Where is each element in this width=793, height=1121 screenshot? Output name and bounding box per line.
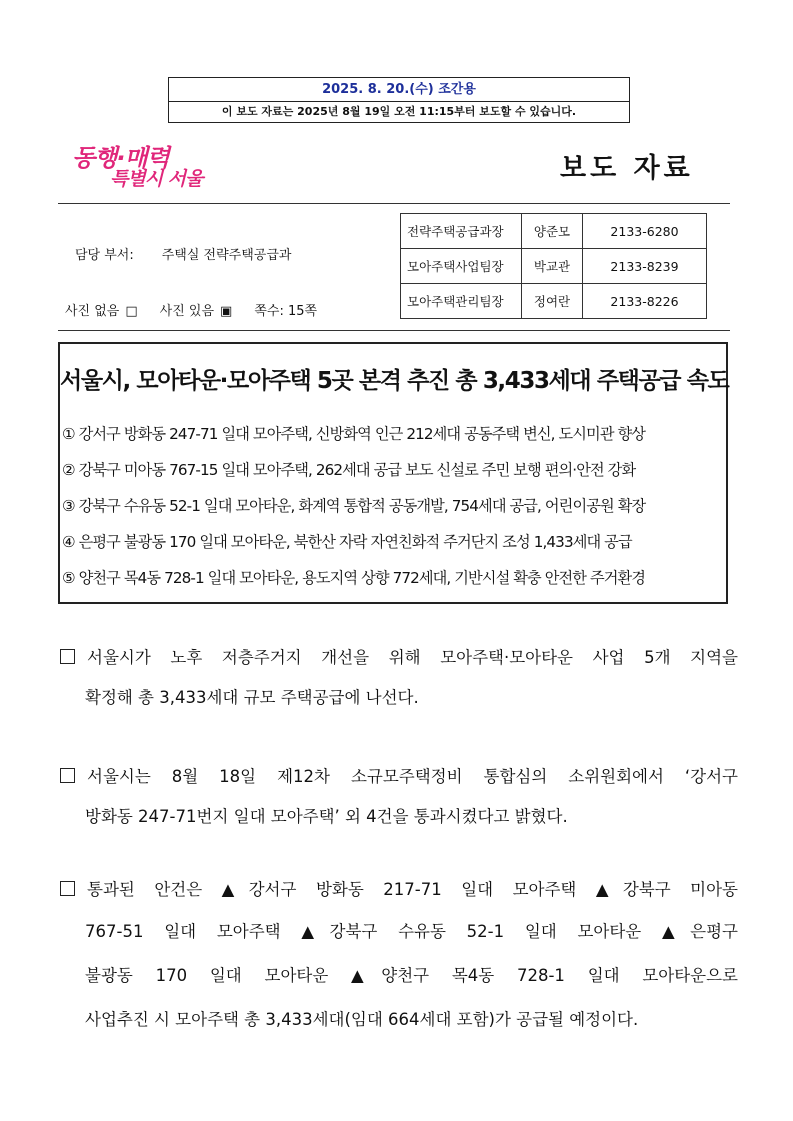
with-photo-checkbox: ▣ — [220, 304, 233, 319]
embargo-box — [168, 77, 630, 123]
bullet-box — [60, 768, 75, 783]
summary-box — [58, 342, 728, 604]
contact-row — [401, 214, 707, 249]
body-paragraph-1 — [58, 638, 738, 718]
contact-name: 양준모 — [522, 214, 583, 249]
contact-table — [400, 213, 707, 319]
department-value: 주택실 전략주택공급과 — [161, 248, 292, 263]
page-count: 쪽수: 15쪽 — [254, 304, 318, 319]
no-photo-checkbox: □ — [125, 304, 138, 319]
summary-point: ② 강북구 미아동 767-15 일대 모아주택, 262세대 공급 보도 신설로 주민 보행 편의·안전 강화 — [62, 461, 636, 479]
bullet-box — [60, 649, 75, 664]
contact-title: 모아주택사업팀장 — [401, 249, 522, 284]
contact-title: 모아주택관리팀장 — [401, 284, 522, 319]
logo-line-2: 특별시 서울 — [110, 168, 203, 190]
seoul-logo — [70, 138, 210, 188]
bullet-box — [60, 881, 75, 896]
body-paragraph-3 — [58, 870, 738, 1042]
paragraph-line: 사업추진 시 모아주택 총 3,433세대(임대 664세대 포함)가 공급될 예정이다. — [85, 1010, 639, 1029]
contact-row — [401, 284, 707, 319]
contact-phone: 2133-8239 — [583, 249, 707, 284]
logo-line-1: 동행·매력 — [72, 144, 169, 172]
paragraph-text: 통과된 안건은 ▲강서구 방화동 217-71 일대 모아주택 ▲강북구 미아동 — [87, 880, 738, 899]
embargo-notice: 이 보도 자료는 2025년 8월 19일 오전 11:15부터 보도할 수 있습니다. — [221, 105, 577, 118]
contact-name: 정여란 — [522, 284, 583, 319]
header-divider-bottom — [58, 330, 730, 331]
paragraph-text: 서울시가 노후 저층주거지 개선을 위해 모아주택·모아타운 사업 5개 지역을 — [87, 648, 738, 667]
summary-points — [62, 416, 726, 596]
contact-row — [401, 249, 707, 284]
with-photo-label: 사진 있음 — [159, 304, 215, 319]
no-photo-label: 사진 없음 — [65, 304, 120, 319]
contact-name: 박교관 — [522, 249, 583, 284]
summary-point: ④ 은평구 불광동 170 일대 모아타운, 북한산 자락 자연친화적 주거단지 조성 1,433세대 공급 — [62, 533, 632, 551]
contact-phone: 2133-8226 — [583, 284, 707, 319]
paragraph-line — [58, 638, 738, 678]
summary-point: ③ 강북구 수유동 52-1 일대 모아타운, 화계역 통합적 공동개발, 754세대 공급, 어린이공원 확장 — [62, 497, 646, 515]
paragraph-line — [58, 870, 738, 910]
paragraph-line — [58, 757, 738, 797]
summary-point: ⑤ 양천구 목4동 728-1 일대 모아타운, 용도지역 상향 772세대, 기반시설 확충 안전한 주거환경 — [62, 569, 646, 587]
body-paragraph-2 — [58, 757, 738, 837]
summary-point: ① 강서구 방화동 247-71 일대 모아주택, 신방화역 인근 212세대 공동주택 변신, 도시미관 향상 — [62, 425, 646, 443]
header-divider-top — [58, 203, 730, 204]
department-label: 담당 부서: — [75, 248, 134, 263]
paragraph-line: 불광동 170 일대 모아타운 ▲양천구 목4동 728-1 일대 모아타운으로 — [85, 966, 738, 985]
department-info — [75, 244, 319, 263]
paragraph-line: 확정해 총 3,433세대 규모 주택공급에 나선다. — [85, 688, 419, 707]
contact-phone: 2133-6280 — [583, 214, 707, 249]
headline: 서울시, 모아타운·모아주택 5곳 본격 추진 총 3,433세대 주택공급 속도 — [60, 368, 729, 394]
paragraph-line: 방화동 247-71번지 일대 모아주택’ 외 4건을 통과시켰다고 밝혔다. — [85, 807, 568, 826]
contact-title: 전략주택공급과장 — [401, 214, 522, 249]
document-title: 보도 자료 — [560, 153, 694, 184]
photo-info — [65, 300, 323, 319]
embargo-date: 2025. 8. 20.(수) 조간용 — [169, 78, 629, 102]
paragraph-text: 서울시는 8월 18일 제12차 소규모주택정비 통합심의 소위원회에서 ‘강서구 — [87, 767, 738, 786]
paragraph-line: 767-51 일대 모아주택 ▲강북구 수유동 52-1 일대 모아타운 ▲은평구 — [85, 922, 738, 941]
